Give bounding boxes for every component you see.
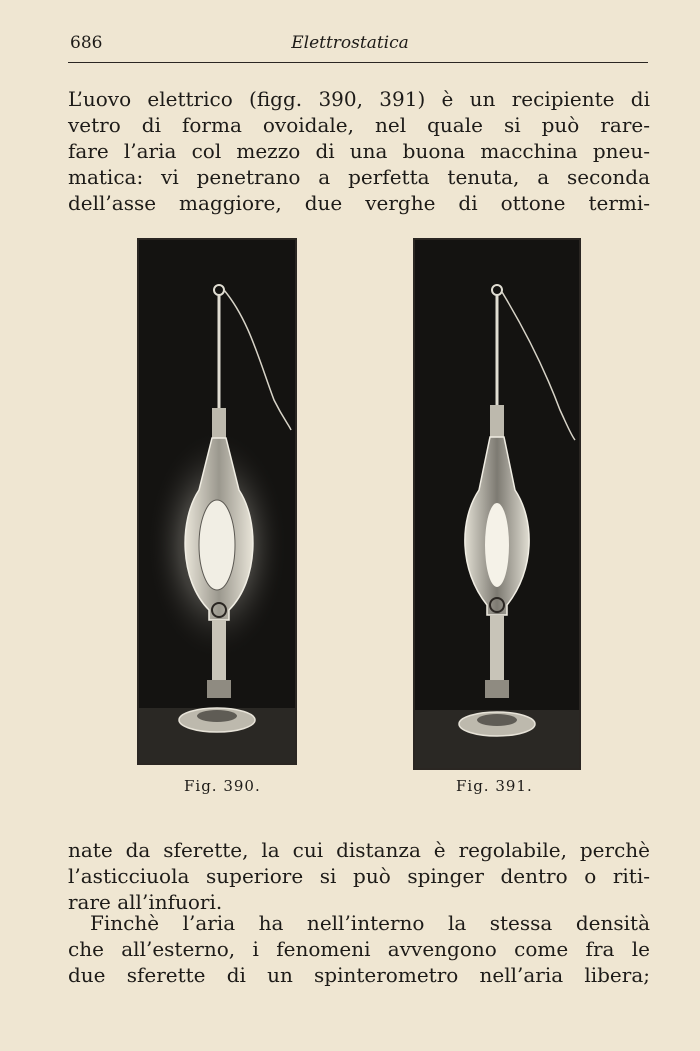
- paragraph-line: fare l’aria col mezzo di una buona macchina pneu-: [68, 139, 650, 163]
- paragraph-line: l’asticciuola superiore si può spinger dentro o riti-: [68, 864, 650, 888]
- electric-egg-glow-drawing: [139, 240, 295, 763]
- paragraph-line: nate da sferette, la cui distanza è regolabile, perchè: [68, 838, 650, 862]
- paragraph-1: [68, 86, 650, 216]
- page-number: 686: [70, 33, 103, 53]
- figure-391-caption: Fig. 391.: [456, 777, 533, 795]
- paragraph-line: due sferette di un spinterometro nell’aria libera;: [68, 963, 650, 987]
- figure-390-illustration: [137, 238, 297, 765]
- paragraph-line: vetro di forma ovoidale, nel quale si può rare-: [68, 113, 650, 137]
- paragraph-3: [68, 910, 650, 988]
- figure-390-caption: Fig. 390.: [184, 777, 261, 795]
- figure-391-illustration: [413, 238, 581, 770]
- header-rule: [68, 62, 648, 63]
- paragraph-line: dell’asse maggiore, due verghe di ottone termi-: [68, 191, 650, 215]
- paragraph-line: che all’esterno, i fenomeni avvengono come fra le: [68, 937, 650, 961]
- paragraph-line: matica: vi penetrano a perfetta tenuta, a seconda: [68, 165, 650, 189]
- electric-egg-discharge-drawing: [415, 240, 579, 768]
- paragraph-line: L’uovo elettrico (figg. 390, 391) è un recipiente di: [68, 87, 650, 111]
- paragraph-line: Finchè l’aria ha nell’interno la stessa densità: [90, 911, 650, 935]
- running-title: Elettrostatica: [291, 33, 409, 53]
- paragraph-line: rare all’infuori.: [68, 890, 223, 914]
- paragraph-2: [68, 837, 650, 915]
